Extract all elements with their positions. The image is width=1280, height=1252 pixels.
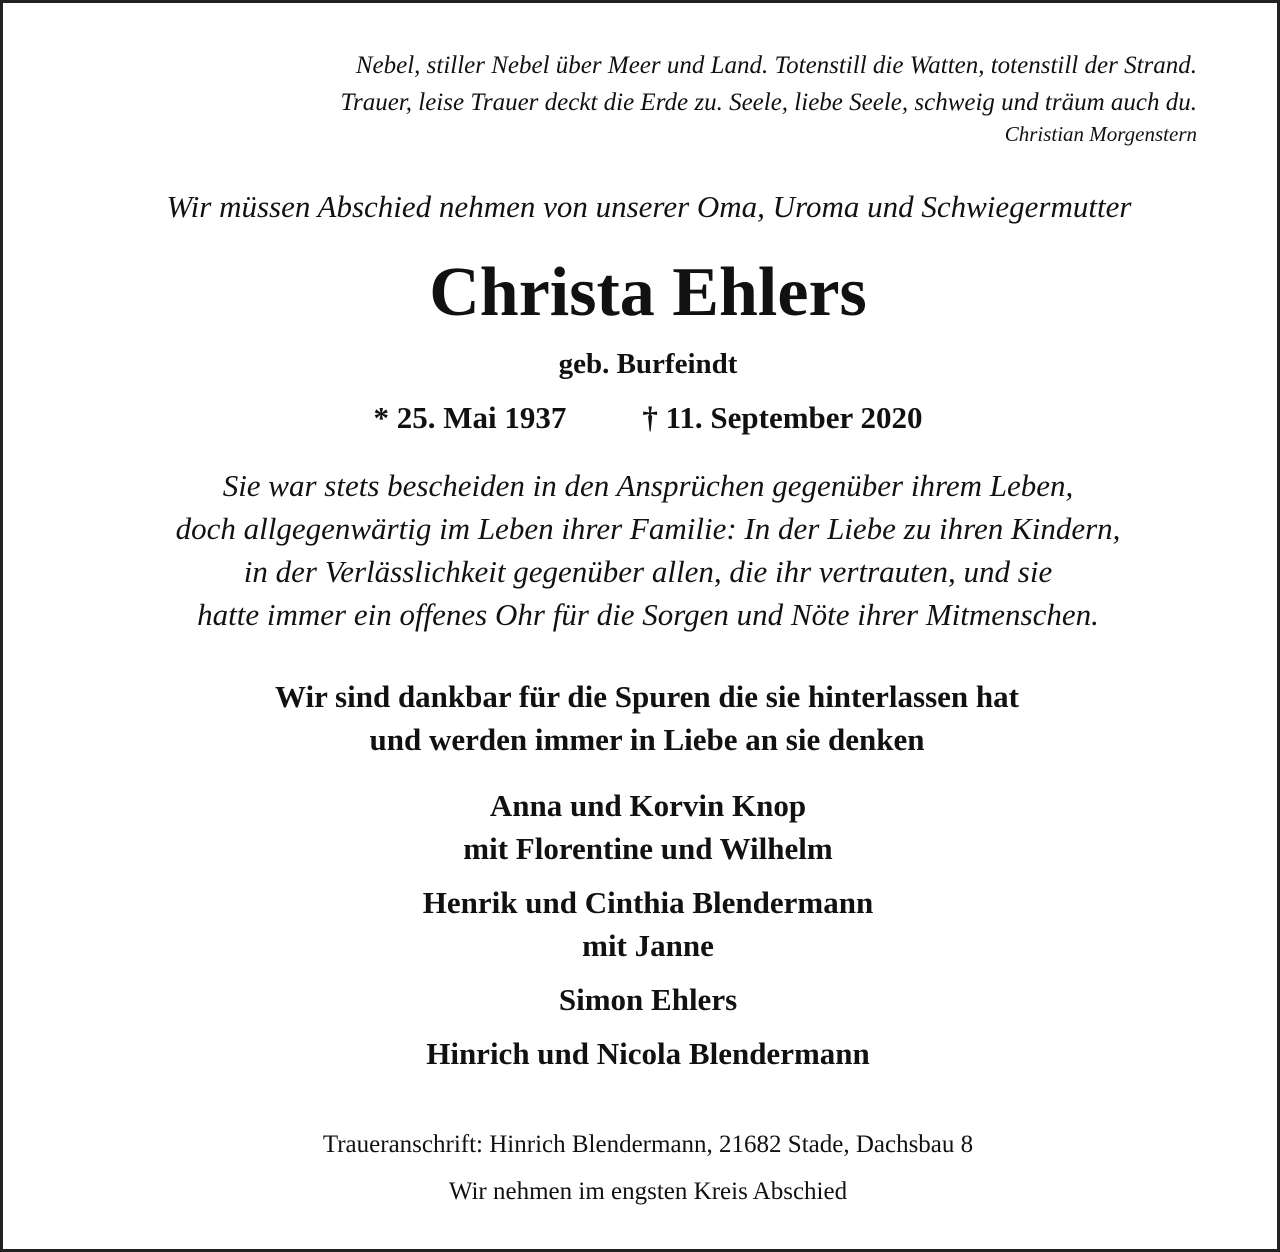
death-date: † 11. September 2020: [642, 400, 923, 435]
poem-line: Nebel, stiller Nebel über Meer und Land. Totenstill die Watten, totenstill der Strand.: [355, 52, 1197, 79]
thanks-line: und werden immer in Liebe an sie denken: [369, 722, 925, 757]
poem-line: Trauer, leise Trauer deckt die Erde zu. Seele, liebe Seele, schweig und träum auch du.: [340, 89, 1197, 116]
birth-date: * 25. Mai 1937: [373, 400, 567, 435]
tribute-line: hatte immer ein offenes Ohr für die Sorgen und Nöte ihrer Mitmenschen.: [197, 597, 1099, 632]
life-dates: [8, 398, 1280, 438]
deceased-name: Christa Ehlers: [429, 254, 867, 331]
intro-text: Wir müssen Abschied nehmen von unserer Oma, Uroma und Schwiegermutter: [166, 189, 1132, 224]
mourner-line: Hinrich und Nicola Blendermann: [426, 1036, 870, 1071]
mourner-group: [8, 978, 1280, 1021]
thanks-text: [7, 675, 1280, 761]
tribute-text: [8, 464, 1280, 636]
poem-author: Christian Morgenstern: [1004, 122, 1197, 146]
tribute-line: doch allgegenwärtig im Leben ihrer Familie: In der Liebe zu ihren Kindern,: [175, 511, 1121, 546]
mourner-line: Anna und Korvin Knop: [489, 788, 807, 823]
thanks-line: Wir sind dankbar für die Spuren die sie hinterlassen hat: [275, 679, 1019, 714]
mourner-group: [8, 1032, 1280, 1075]
mourner-group: [8, 881, 1280, 967]
mourners-list: [8, 784, 1280, 1086]
mourner-line: Henrik und Cinthia Blendermann: [422, 885, 874, 920]
mourning-address: Traueranschrift: Hinrich Blendermann, 21682 Stade, Dachsbau 8: [322, 1131, 974, 1158]
born-name: geb. Burfeindt: [558, 348, 738, 380]
tribute-line: Sie war stets bescheiden in den Ansprüchen gegenüber ihrem Leben,: [222, 468, 1074, 503]
mourner-line: mit Florentine und Wilhelm: [463, 831, 833, 866]
tribute-line: in der Verlässlichkeit gegenüber allen, die ihr vertrauten, und sie: [243, 554, 1053, 589]
farewell-note: Wir nehmen im engsten Kreis Abschied: [448, 1178, 848, 1205]
poem-quote: [340, 47, 1197, 147]
mourner-line: mit Janne: [582, 928, 714, 963]
mourner-group: [8, 784, 1280, 870]
mourner-line: Simon Ehlers: [558, 982, 738, 1017]
